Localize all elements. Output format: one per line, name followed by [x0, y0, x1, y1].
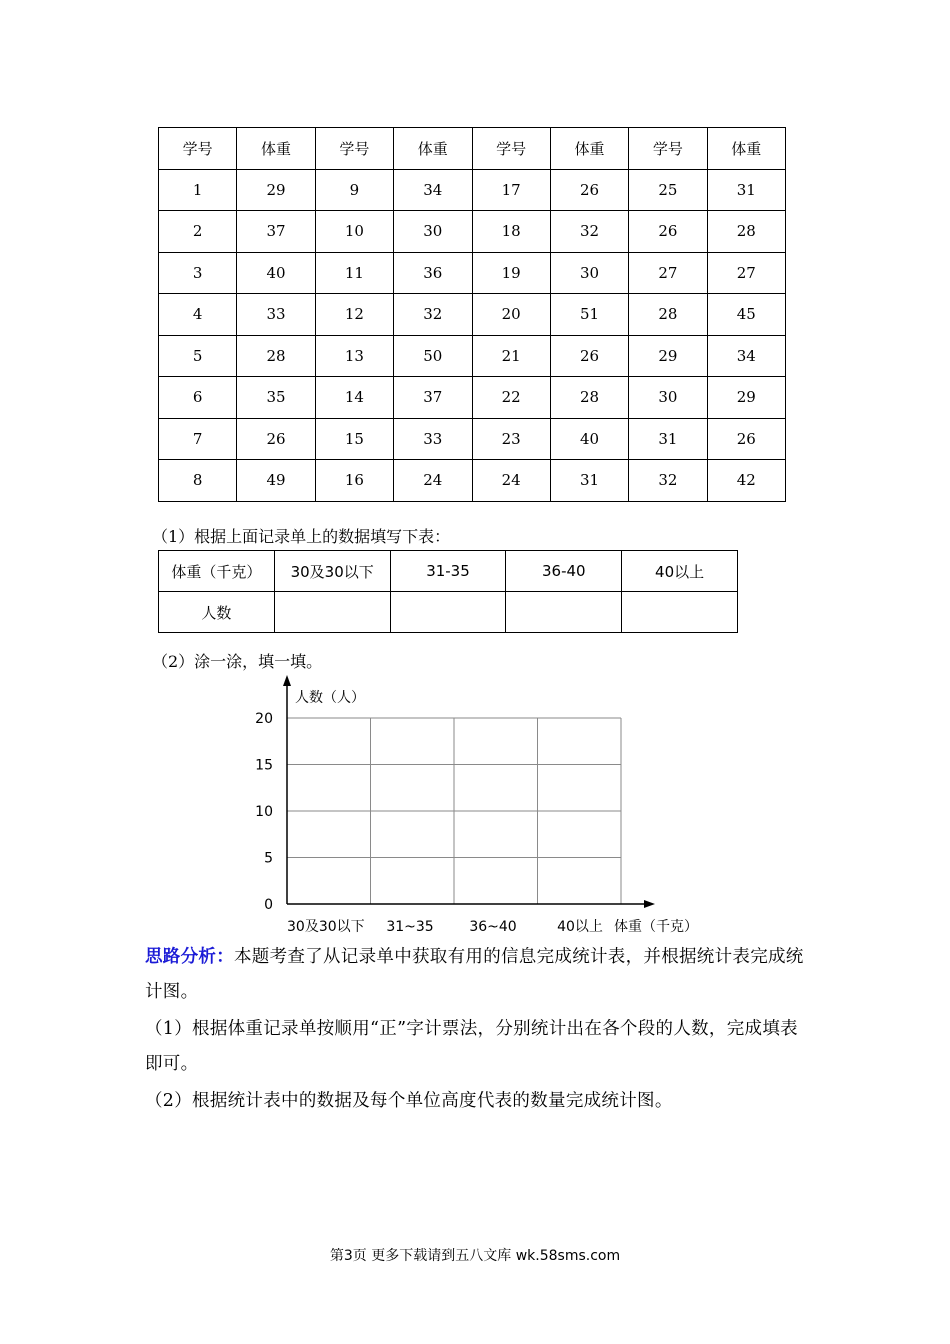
weight-record-table: [158, 127, 786, 502]
records-cell: 29: [629, 335, 707, 377]
records-header-cell: 学号: [472, 128, 550, 170]
summary-count-cell: [506, 592, 622, 633]
x-category-label: 30及30以下: [287, 919, 365, 935]
chart-axes: [283, 675, 655, 908]
bar-chart-grid: [240, 672, 710, 942]
x-category-label: 40以上: [557, 919, 603, 935]
y-tick-labels: [255, 711, 273, 913]
summary-count-cell: [622, 592, 738, 633]
records-cell: 33: [237, 294, 315, 336]
summary-range: 40以上: [622, 551, 738, 592]
records-cell: 27: [707, 252, 785, 294]
records-cell: 26: [629, 211, 707, 253]
records-row: [159, 460, 786, 502]
records-cell: 26: [550, 335, 628, 377]
page-footer: 第3页 更多下载请到五八文库 wk.58sms.com: [329, 1248, 621, 1264]
records-cell: 26: [237, 418, 315, 460]
records-cell: 7: [159, 418, 237, 460]
records-cell: 28: [629, 294, 707, 336]
records-cell: 28: [707, 211, 785, 253]
records-cell: 30: [394, 211, 472, 253]
records-cell: 22: [472, 377, 550, 419]
records-header-cell: 学号: [315, 128, 393, 170]
records-cell: 4: [159, 294, 237, 336]
records-cell: 16: [315, 460, 393, 502]
records-cell: 32: [629, 460, 707, 502]
records-cell: 28: [237, 335, 315, 377]
records-header-cell: 学号: [159, 128, 237, 170]
records-row: [159, 335, 786, 377]
records-row: [159, 377, 786, 419]
records-cell: 45: [707, 294, 785, 336]
x-category-labels: [287, 919, 603, 935]
records-cell: 29: [707, 377, 785, 419]
records-cell: 31: [707, 169, 785, 211]
summary-header-label: 体重（千克）: [159, 551, 275, 592]
records-cell: 1: [159, 169, 237, 211]
records-cell: 31: [550, 460, 628, 502]
records-cell: 28: [550, 377, 628, 419]
y-axis-label: 人数（人）: [295, 690, 365, 706]
x-category-label: 31~35: [386, 919, 434, 935]
records-cell: 34: [707, 335, 785, 377]
records-cell: 51: [550, 294, 628, 336]
y-tick-label: 0: [264, 897, 273, 913]
records-cell: 32: [550, 211, 628, 253]
records-cell: 31: [629, 418, 707, 460]
records-cell: 2: [159, 211, 237, 253]
records-row: [159, 294, 786, 336]
x-axis-label: 体重（千克）: [614, 919, 698, 935]
records-header-cell: 学号: [629, 128, 707, 170]
records-cell: 6: [159, 377, 237, 419]
records-cell: 19: [472, 252, 550, 294]
records-cell: 21: [472, 335, 550, 377]
analysis-step-1: （1）根据体重记录单按顺用“正”字计票法，分别统计出在各个段的人数，完成填表即可。: [145, 1019, 798, 1074]
summary-range: 30及30以下: [274, 551, 390, 592]
records-cell: 40: [550, 418, 628, 460]
records-cell: 14: [315, 377, 393, 419]
records-cell: 37: [237, 211, 315, 253]
records-cell: 37: [394, 377, 472, 419]
analysis-step-2: （2）根据统计表中的数据及每个单位高度代表的数量完成统计图。: [145, 1091, 673, 1111]
records-cell: 42: [707, 460, 785, 502]
records-cell: 30: [629, 377, 707, 419]
records-cell: 34: [394, 169, 472, 211]
records-cell: 9: [315, 169, 393, 211]
records-cell: 49: [237, 460, 315, 502]
records-cell: 27: [629, 252, 707, 294]
analysis-label: 思路分析：: [145, 947, 234, 967]
records-cell: 32: [394, 294, 472, 336]
records-cell: 36: [394, 252, 472, 294]
records-cell: 13: [315, 335, 393, 377]
x-category-label: 36~40: [469, 919, 517, 935]
summary-count-cell: [274, 592, 390, 633]
records-cell: 15: [315, 418, 393, 460]
records-cell: 12: [315, 294, 393, 336]
records-header-row: [159, 128, 786, 170]
records-row: [159, 252, 786, 294]
records-cell: 20: [472, 294, 550, 336]
y-tick-label: 20: [255, 711, 273, 727]
summary-count-cell: [390, 592, 506, 633]
records-row: [159, 169, 786, 211]
records-cell: 24: [394, 460, 472, 502]
records-cell: 33: [394, 418, 472, 460]
records-cell: 23: [472, 418, 550, 460]
analysis-text: 本题考查了从记录单中获取有用的信息完成统计表，并根据统计表完成统计图。: [145, 947, 804, 1002]
records-row: [159, 211, 786, 253]
records-cell: 40: [237, 252, 315, 294]
summary-range: 31-35: [390, 551, 506, 592]
y-tick-label: 10: [255, 804, 273, 820]
records-header-cell: 体重: [707, 128, 785, 170]
summary-range: 36-40: [506, 551, 622, 592]
records-row: [159, 418, 786, 460]
records-header-cell: 体重: [237, 128, 315, 170]
records-cell: 8: [159, 460, 237, 502]
records-cell: 26: [550, 169, 628, 211]
y-tick-label: 5: [264, 850, 273, 867]
records-cell: 26: [707, 418, 785, 460]
question-1: （1）根据上面记录单上的数据填写下表：: [152, 527, 451, 546]
summary-row-label: 人数: [159, 592, 275, 633]
records-cell: 18: [472, 211, 550, 253]
records-cell: 50: [394, 335, 472, 377]
summary-header-row: [159, 551, 738, 592]
records-cell: 24: [472, 460, 550, 502]
records-header-cell: 体重: [550, 128, 628, 170]
records-cell: 3: [159, 252, 237, 294]
records-cell: 30: [550, 252, 628, 294]
summary-table: [158, 550, 738, 633]
records-cell: 10: [315, 211, 393, 253]
records-cell: 35: [237, 377, 315, 419]
records-header-cell: 体重: [394, 128, 472, 170]
records-cell: 11: [315, 252, 393, 294]
x-axis-arrow-icon: [644, 900, 655, 908]
question-2: （2）涂一涂，填一填。: [152, 652, 323, 671]
records-cell: 17: [472, 169, 550, 211]
y-axis-arrow-icon: [283, 675, 291, 686]
y-tick-label: 15: [255, 757, 273, 774]
chart-gridlines: [287, 718, 621, 904]
summary-count-row: [159, 592, 738, 633]
records-cell: 5: [159, 335, 237, 377]
analysis-paragraph: [145, 940, 807, 1010]
records-cell: 29: [237, 169, 315, 211]
records-cell: 25: [629, 169, 707, 211]
